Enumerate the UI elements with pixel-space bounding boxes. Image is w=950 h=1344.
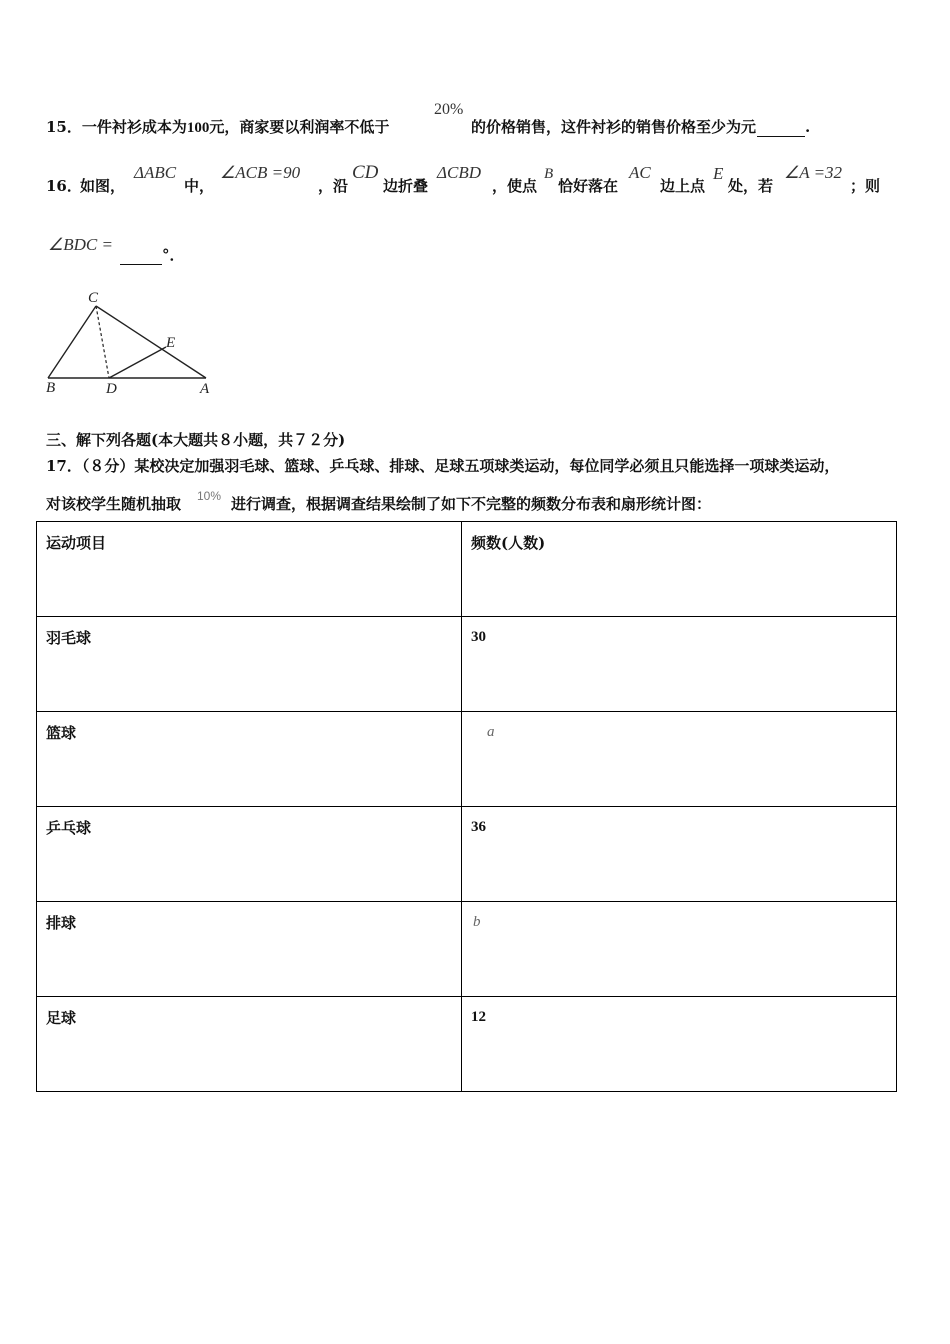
q16-m6: AC	[629, 163, 651, 182]
q16-m1: ΔABC	[134, 163, 177, 182]
q16-t8: 处，若	[728, 177, 774, 195]
label-c: C	[88, 290, 99, 306]
label-d: D	[106, 381, 117, 397]
q16-m4: ΔCBD	[437, 163, 481, 182]
count-value: 12	[471, 1009, 486, 1025]
cell-sport: 乒乓球	[37, 807, 462, 902]
segment-de	[109, 347, 166, 378]
q17-line2b: 进行调查，根据调查结果绘制了如下不完整的频数分布表和扇形统计图：	[231, 495, 712, 513]
table-row	[37, 807, 897, 902]
q15-end: .	[805, 118, 811, 136]
q15-rate: 20%	[434, 101, 464, 118]
cell-count	[462, 997, 897, 1092]
q17-number: 17．	[46, 457, 82, 475]
q16-t2: 中，	[184, 177, 215, 195]
cell-count	[462, 617, 897, 712]
cell-sport: 排球	[37, 902, 462, 997]
segment-bc	[48, 306, 96, 378]
q17-line1-text: （８分）某校决定加强羽毛球、篮球、乒乓球、排球、足球五项球类运动，每位同学必须且只能选择一项球类运动，	[81, 457, 840, 475]
q16-blank-wrap	[120, 244, 185, 265]
q17-line1	[46, 455, 839, 476]
q15-number: 15．	[46, 118, 82, 136]
frequency-table	[36, 521, 897, 1092]
label-b: B	[46, 380, 56, 396]
q17-sample-rate: 10%	[197, 489, 222, 503]
table-header-row	[37, 522, 897, 617]
q17-line2a: 对该校学生随机抽取	[46, 495, 182, 513]
q15-answer-blank	[757, 136, 805, 137]
q16-t1: 如图，	[80, 177, 126, 195]
cell-sport: 羽毛球	[37, 617, 462, 712]
header-count: 频数(人数)	[462, 522, 897, 617]
section-3-heading: 三、解下列各题(本大题共８小题，共７２分)	[46, 431, 346, 449]
q16-t9: ；则	[850, 177, 881, 195]
q15-text-b: 元，商家要以利润率不低于	[209, 118, 390, 136]
q16-t6: 恰好落在	[558, 177, 619, 195]
q16-t3: ，沿	[318, 177, 349, 195]
q16-answer-blank	[120, 246, 162, 265]
table-row	[37, 997, 897, 1092]
cell-count	[462, 712, 897, 807]
q16-m5: B	[544, 166, 554, 182]
count-variable: b	[473, 914, 481, 930]
q15-text-c: 的价格销售，这件衬衫的销售价格至少为元	[471, 118, 757, 136]
count-variable: a	[487, 724, 495, 740]
header-sport: 运动项目	[37, 522, 462, 617]
segment-cd-dashed	[96, 306, 109, 378]
count-value: 30	[471, 629, 486, 645]
table-row	[37, 902, 897, 997]
q16-m8: ∠A =32	[784, 163, 843, 182]
count-value: 36	[471, 819, 486, 835]
question-15	[46, 116, 389, 137]
label-a: A	[200, 381, 210, 397]
q16-triangle-figure	[40, 286, 220, 398]
q16-m3: CD	[352, 162, 379, 183]
table-row	[37, 617, 897, 712]
cell-sport: 足球	[37, 997, 462, 1092]
q16-t7: 边上点	[660, 177, 706, 195]
q15-cost: 100	[186, 120, 210, 136]
label-e: E	[166, 335, 176, 351]
q15-text-a: 一件衬衫成本为	[81, 118, 187, 136]
q16-t5: ，使点	[492, 177, 538, 195]
q16-number: 16．	[46, 177, 82, 195]
q15-text-c-wrap	[471, 116, 810, 137]
cell-count	[462, 902, 897, 997]
q16-m7: E	[713, 164, 724, 183]
q16-end: °．	[162, 246, 185, 264]
table-row	[37, 712, 897, 807]
segment-ca	[96, 306, 206, 378]
q16-m9: ∠BDC =	[48, 235, 113, 254]
q16-t4: 边折叠	[383, 177, 429, 195]
cell-count	[462, 807, 897, 902]
cell-sport: 篮球	[37, 712, 462, 807]
q16-m2: ∠ACB =90	[220, 163, 301, 182]
